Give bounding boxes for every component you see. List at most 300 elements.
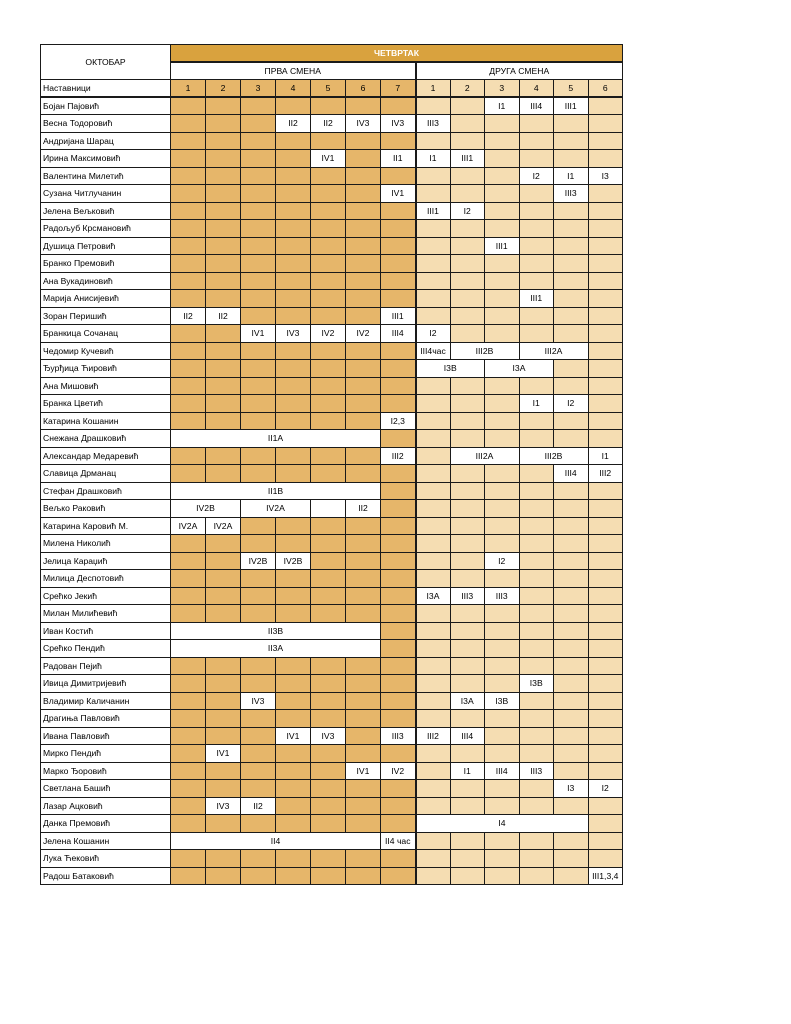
schedule-cell: [588, 342, 623, 360]
schedule-cell: [450, 97, 485, 115]
schedule-cell: [416, 500, 451, 518]
schedule-cell: III4: [450, 727, 485, 745]
schedule-cell: [171, 395, 206, 413]
schedule-cell: [588, 430, 623, 448]
schedule-cell: [381, 272, 416, 290]
schedule-cell: [588, 150, 623, 168]
schedule-cell: [311, 780, 346, 798]
schedule-table: [40, 44, 623, 885]
teacher-name: Срећко Пендић: [41, 640, 171, 658]
schedule-cell: [311, 412, 346, 430]
schedule-cell: [171, 377, 206, 395]
schedule-cell: [241, 815, 276, 833]
period-first-5: 5: [311, 80, 346, 98]
day-title: ЧЕТВРТАК: [171, 45, 623, 63]
schedule-cell: [485, 570, 520, 588]
teacher-row: [41, 692, 623, 710]
schedule-cell: [554, 237, 589, 255]
schedule-cell: [381, 622, 416, 640]
schedule-cell: [554, 692, 589, 710]
schedule-cell: [554, 657, 589, 675]
teacher-row: [41, 587, 623, 605]
schedule-cell: III4: [485, 762, 520, 780]
schedule-cell: [588, 850, 623, 868]
first-shift-title: ПРВА СМЕНА: [171, 62, 416, 80]
schedule-cell: I2: [588, 780, 623, 798]
schedule-cell: III3: [519, 762, 554, 780]
schedule-cell: [241, 132, 276, 150]
schedule-cell: IV2: [346, 325, 381, 343]
schedule-cell: [346, 167, 381, 185]
teacher-row: [41, 342, 623, 360]
schedule-cell: [519, 640, 554, 658]
teacher-row: [41, 307, 623, 325]
schedule-cell: [588, 710, 623, 728]
teacher-row: [41, 412, 623, 430]
schedule-cell: [416, 167, 451, 185]
teacher-name: Зоран Перишић: [41, 307, 171, 325]
schedule-cell: [276, 692, 311, 710]
schedule-cell: [381, 867, 416, 885]
teacher-row: [41, 360, 623, 378]
teacher-row: [41, 517, 623, 535]
schedule-cell: [588, 640, 623, 658]
schedule-cell: [241, 220, 276, 238]
schedule-cell: III4: [381, 325, 416, 343]
schedule-cell: [588, 517, 623, 535]
teacher-row: [41, 657, 623, 675]
schedule-cell: [241, 727, 276, 745]
schedule-cell: I3A: [450, 692, 485, 710]
schedule-cell: [588, 132, 623, 150]
schedule-cell: [485, 255, 520, 273]
schedule-cell: [588, 552, 623, 570]
schedule-cell: [519, 780, 554, 798]
schedule-cell: [241, 570, 276, 588]
teacher-row: [41, 867, 623, 885]
schedule-cell: [346, 745, 381, 763]
schedule-cell: [311, 745, 346, 763]
schedule-cell: [485, 150, 520, 168]
schedule-cell: [311, 657, 346, 675]
schedule-cell: [206, 220, 241, 238]
teacher-row: [41, 570, 623, 588]
schedule-cell: [206, 552, 241, 570]
schedule-cell: [519, 605, 554, 623]
schedule-cell: IV3: [276, 325, 311, 343]
schedule-cell: II2: [206, 307, 241, 325]
schedule-cell: [588, 290, 623, 308]
schedule-cell: [171, 657, 206, 675]
schedule-cell: [241, 97, 276, 115]
teacher-row: [41, 535, 623, 553]
teacher-name: Јелена Вељковић: [41, 202, 171, 220]
teacher-row: [41, 290, 623, 308]
schedule-cell: I1: [519, 395, 554, 413]
schedule-cell: [381, 517, 416, 535]
schedule-cell: [416, 780, 451, 798]
schedule-cell: [381, 570, 416, 588]
schedule-cell: III4: [519, 97, 554, 115]
schedule-cell: [485, 115, 520, 133]
teacher-row: [41, 552, 623, 570]
schedule-cell: [171, 255, 206, 273]
schedule-cell: [346, 342, 381, 360]
schedule-cell: IV2: [311, 325, 346, 343]
schedule-cell: [450, 552, 485, 570]
schedule-cell: [241, 465, 276, 483]
period-second-1: 1: [416, 80, 451, 98]
schedule-cell: [381, 780, 416, 798]
schedule-cell: [519, 272, 554, 290]
schedule-cell: II2: [241, 797, 276, 815]
schedule-cell: [450, 272, 485, 290]
schedule-cell: II4: [171, 832, 381, 850]
schedule-cell: [276, 867, 311, 885]
schedule-cell: [450, 570, 485, 588]
schedule-cell: IV2B: [276, 552, 311, 570]
period-second-2: 2: [450, 80, 485, 98]
schedule-cell: [450, 517, 485, 535]
schedule-cell: [519, 552, 554, 570]
schedule-cell: [346, 132, 381, 150]
schedule-cell: [311, 447, 346, 465]
schedule-cell: [485, 395, 520, 413]
schedule-cell: [346, 780, 381, 798]
schedule-cell: [346, 185, 381, 203]
period-second-6: 6: [588, 80, 623, 98]
schedule-cell: [450, 377, 485, 395]
schedule-cell: [346, 290, 381, 308]
schedule-cell: III3: [416, 115, 451, 133]
schedule-cell: [171, 412, 206, 430]
schedule-cell: [206, 342, 241, 360]
schedule-cell: III1,3,4: [588, 867, 623, 885]
schedule-cell: [346, 465, 381, 483]
schedule-cell: II3B: [171, 622, 381, 640]
teacher-row: [41, 745, 623, 763]
schedule-cell: [485, 780, 520, 798]
schedule-cell: [276, 762, 311, 780]
schedule-cell: [554, 132, 589, 150]
schedule-cell: [206, 97, 241, 115]
schedule-cell: [519, 132, 554, 150]
schedule-cell: [241, 150, 276, 168]
schedule-cell: [381, 202, 416, 220]
schedule-cell: III2: [381, 447, 416, 465]
teacher-row: [41, 325, 623, 343]
teacher-name: Радољуб Крсмановић: [41, 220, 171, 238]
teacher-name: Ивана Павловић: [41, 727, 171, 745]
schedule-cell: [171, 290, 206, 308]
schedule-cell: [346, 657, 381, 675]
schedule-cell: [346, 307, 381, 325]
teacher-row: [41, 500, 623, 518]
schedule-cell: [241, 535, 276, 553]
schedule-cell: [519, 570, 554, 588]
schedule-cell: [171, 675, 206, 693]
schedule-cell: [416, 430, 451, 448]
schedule-cell: [311, 395, 346, 413]
schedule-cell: [416, 692, 451, 710]
schedule-cell: [276, 447, 311, 465]
schedule-cell: [276, 255, 311, 273]
schedule-cell: [416, 465, 451, 483]
schedule-cell: [171, 535, 206, 553]
schedule-cell: I2: [485, 552, 520, 570]
schedule-cell: [241, 115, 276, 133]
schedule-cell: [346, 220, 381, 238]
schedule-cell: [519, 412, 554, 430]
schedule-cell: I2: [450, 202, 485, 220]
schedule-cell: [519, 797, 554, 815]
schedule-cell: [554, 377, 589, 395]
schedule-cell: [311, 552, 346, 570]
schedule-cell: [554, 517, 589, 535]
teacher-row: [41, 815, 623, 833]
schedule-cell: [519, 622, 554, 640]
schedule-cell: [171, 97, 206, 115]
schedule-cell: [450, 500, 485, 518]
schedule-cell: [346, 570, 381, 588]
schedule-cell: [206, 185, 241, 203]
schedule-cell: IV2A: [241, 500, 311, 518]
schedule-cell: [276, 587, 311, 605]
teacher-row: [41, 780, 623, 798]
schedule-cell: [588, 727, 623, 745]
schedule-cell: [276, 745, 311, 763]
schedule-cell: [381, 657, 416, 675]
schedule-cell: IV1: [311, 150, 346, 168]
teacher-name: Катарина Кошанин: [41, 412, 171, 430]
teacher-name: Бранка Цветић: [41, 395, 171, 413]
schedule-cell: [346, 517, 381, 535]
schedule-cell: IV3: [206, 797, 241, 815]
month-title: ОКТОБАР: [41, 45, 171, 80]
teacher-row: [41, 797, 623, 815]
schedule-cell: [554, 552, 589, 570]
schedule-cell: [381, 850, 416, 868]
schedule-cell: [276, 605, 311, 623]
schedule-cell: III2B: [450, 342, 519, 360]
schedule-cell: [381, 815, 416, 833]
schedule-cell: [450, 290, 485, 308]
schedule-cell: [276, 710, 311, 728]
schedule-cell: [519, 185, 554, 203]
schedule-cell: [416, 797, 451, 815]
schedule-cell: II2: [171, 307, 206, 325]
schedule-cell: [276, 307, 311, 325]
schedule-cell: [381, 465, 416, 483]
schedule-cell: [416, 517, 451, 535]
schedule-cell: [311, 587, 346, 605]
schedule-cell: [588, 115, 623, 133]
schedule-cell: [276, 570, 311, 588]
schedule-cell: [519, 325, 554, 343]
schedule-cell: [311, 237, 346, 255]
schedule-cell: [346, 710, 381, 728]
schedule-cell: [241, 377, 276, 395]
schedule-cell: I3B: [519, 675, 554, 693]
schedule-cell: [171, 762, 206, 780]
schedule-cell: [276, 780, 311, 798]
schedule-cell: [171, 220, 206, 238]
period-second-4: 4: [519, 80, 554, 98]
schedule-cell: III1: [554, 97, 589, 115]
schedule-cell: [206, 237, 241, 255]
schedule-cell: [311, 867, 346, 885]
schedule-cell: [311, 220, 346, 238]
schedule-cell: [171, 867, 206, 885]
teacher-name: Мирко Пендић: [41, 745, 171, 763]
schedule-cell: [381, 360, 416, 378]
schedule-cell: [171, 727, 206, 745]
schedule-cell: [450, 325, 485, 343]
schedule-cell: [171, 342, 206, 360]
schedule-cell: [450, 710, 485, 728]
schedule-cell: [276, 797, 311, 815]
schedule-cell: III3: [450, 587, 485, 605]
schedule-cell: [416, 832, 451, 850]
schedule-cell: I1: [450, 762, 485, 780]
schedule-cell: IV1: [381, 185, 416, 203]
schedule-cell: [311, 360, 346, 378]
teacher-name: Андријана Шарац: [41, 132, 171, 150]
schedule-cell: [519, 307, 554, 325]
schedule-cell: [450, 307, 485, 325]
schedule-cell: [206, 815, 241, 833]
schedule-cell: [485, 605, 520, 623]
teacher-name: Бранко Премовић: [41, 255, 171, 273]
schedule-cell: [381, 255, 416, 273]
teacher-name: Ђурђица Ћировић: [41, 360, 171, 378]
schedule-cell: [311, 692, 346, 710]
schedule-cell: [588, 622, 623, 640]
schedule-cell: [206, 167, 241, 185]
schedule-cell: [381, 167, 416, 185]
schedule-cell: [450, 535, 485, 553]
schedule-cell: [588, 745, 623, 763]
teacher-name: Славица Дрманац: [41, 465, 171, 483]
schedule-cell: [171, 710, 206, 728]
schedule-cell: [554, 360, 589, 378]
teacher-row: [41, 640, 623, 658]
schedule-cell: [554, 797, 589, 815]
schedule-cell: [450, 395, 485, 413]
teacher-row: [41, 727, 623, 745]
schedule-cell: [206, 150, 241, 168]
schedule-cell: [276, 465, 311, 483]
teacher-row: [41, 237, 623, 255]
schedule-cell: [206, 465, 241, 483]
schedule-cell: IV1: [346, 762, 381, 780]
schedule-cell: [241, 360, 276, 378]
schedule-cell: [588, 605, 623, 623]
schedule-cell: [416, 272, 451, 290]
schedule-cell: [171, 850, 206, 868]
teacher-row: [41, 255, 623, 273]
schedule-cell: [346, 552, 381, 570]
schedule-cell: [485, 220, 520, 238]
schedule-cell: [416, 657, 451, 675]
teacher-row: [41, 377, 623, 395]
schedule-cell: [381, 237, 416, 255]
schedule-cell: [171, 185, 206, 203]
schedule-cell: [450, 797, 485, 815]
schedule-cell: [554, 587, 589, 605]
schedule-cell: [241, 447, 276, 465]
schedule-cell: [450, 622, 485, 640]
schedule-cell: [276, 517, 311, 535]
teacher-row: [41, 150, 623, 168]
schedule-cell: [241, 167, 276, 185]
teacher-row: [41, 465, 623, 483]
schedule-cell: [485, 412, 520, 430]
schedule-cell: [311, 465, 346, 483]
schedule-cell: [416, 570, 451, 588]
schedule-cell: [381, 132, 416, 150]
schedule-cell: [450, 745, 485, 763]
schedule-cell: [450, 132, 485, 150]
schedule-cell: [206, 115, 241, 133]
schedule-body: [41, 45, 623, 885]
schedule-cell: [276, 342, 311, 360]
schedule-cell: [519, 657, 554, 675]
teacher-name: Ана Вукадиновић: [41, 272, 171, 290]
schedule-cell: [171, 605, 206, 623]
period-header-row: [41, 80, 623, 98]
schedule-cell: [241, 237, 276, 255]
schedule-cell: [381, 500, 416, 518]
teacher-name: Марко Ђоровић: [41, 762, 171, 780]
schedule-cell: [276, 167, 311, 185]
schedule-cell: [346, 360, 381, 378]
schedule-cell: [346, 447, 381, 465]
schedule-cell: [171, 447, 206, 465]
teacher-name: Срећко Јекић: [41, 587, 171, 605]
schedule-cell: I3A: [485, 360, 554, 378]
schedule-cell: III1: [485, 237, 520, 255]
schedule-cell: [450, 237, 485, 255]
schedule-cell: [346, 202, 381, 220]
schedule-cell: [311, 797, 346, 815]
schedule-cell: [206, 587, 241, 605]
schedule-cell: [485, 867, 520, 885]
schedule-cell: [485, 377, 520, 395]
schedule-cell: [554, 727, 589, 745]
schedule-cell: [276, 815, 311, 833]
schedule-cell: [450, 430, 485, 448]
schedule-cell: [554, 500, 589, 518]
teacher-name: Милена Николић: [41, 535, 171, 553]
schedule-cell: [171, 745, 206, 763]
schedule-cell: [276, 850, 311, 868]
schedule-cell: [276, 360, 311, 378]
schedule-cell: [276, 377, 311, 395]
schedule-cell: [206, 535, 241, 553]
schedule-cell: [346, 587, 381, 605]
period-first-1: 1: [171, 80, 206, 98]
teacher-row: [41, 675, 623, 693]
teacher-name: Лазар Ацковић: [41, 797, 171, 815]
schedule-cell: [416, 185, 451, 203]
schedule-cell: I3B: [416, 360, 485, 378]
schedule-cell: [416, 395, 451, 413]
period-first-3: 3: [241, 80, 276, 98]
schedule-cell: IV3: [346, 115, 381, 133]
schedule-cell: [381, 692, 416, 710]
teacher-name: Иван Костић: [41, 622, 171, 640]
